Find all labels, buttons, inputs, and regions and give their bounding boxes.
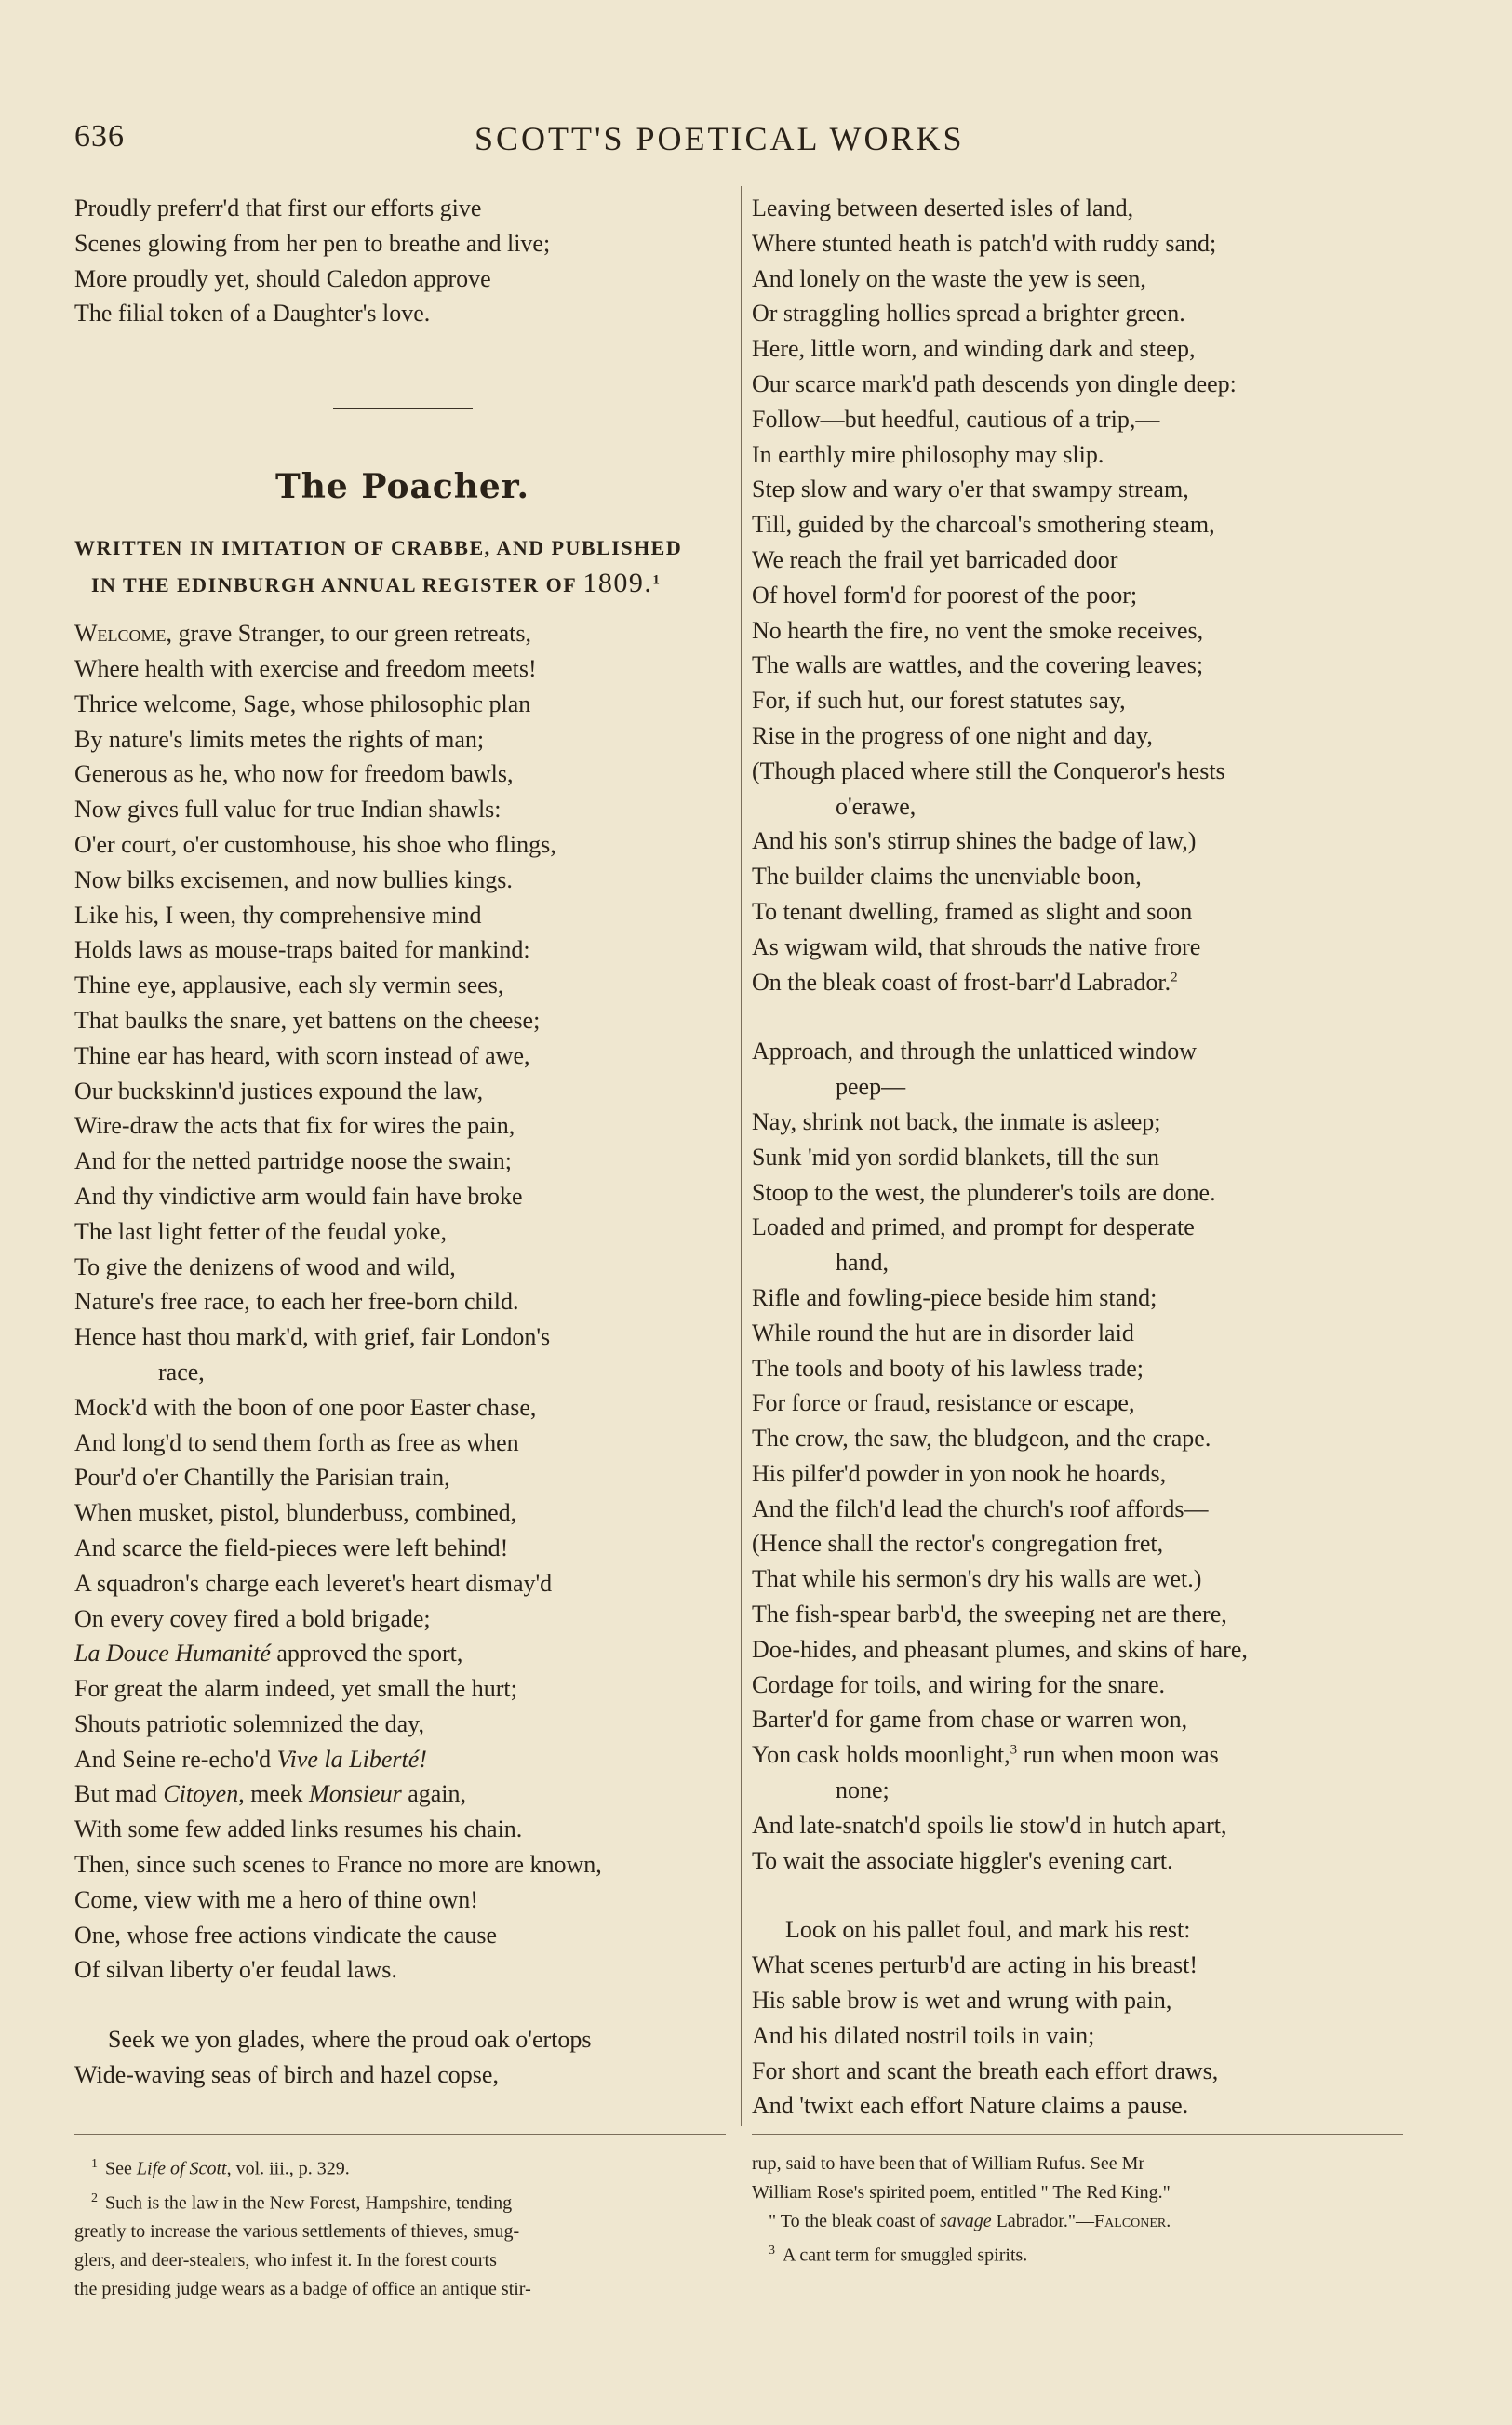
verse-line: As wigwam wild, that shrouds the native frore [752, 932, 1201, 960]
verse-line: When musket, pistol, blunderbuss, combined, [74, 1499, 517, 1527]
verse-text: Yon cask holds moonlight, [752, 1741, 1010, 1769]
verse-line: Scenes glowing from her pen to breathe and live; [74, 229, 551, 257]
stanza-approach [752, 1034, 1414, 1878]
verse-line-continuation: o'erawe, [836, 792, 917, 820]
verse-line: For, if such hut, our forest statutes say, [752, 687, 1126, 715]
verse-line: (Though placed where still the Conqueror's hests [752, 757, 1225, 784]
verse-text: again, [401, 1780, 467, 1808]
verse-line: Generous as he, who now for freedom bawls, [74, 760, 514, 788]
verse-line: For great the alarm indeed, yet small the hurt; [74, 1675, 517, 1703]
verse-line: Doe-hides, and pheasant plumes, and skins of hare, [752, 1635, 1248, 1663]
footnote-line: William Rose's spirited poem, entitled " The Red King." [752, 2182, 1171, 2203]
verse-line: His sable brow is wet and wrung with pain, [752, 1987, 1172, 2015]
verse-line: The fish-spear barb'd, the sweeping net are there, [752, 1601, 1227, 1628]
page-header [74, 119, 1442, 166]
footnote-rule [74, 2134, 726, 2135]
verse-line-continuation: race, [158, 1358, 205, 1386]
footnote-mark: 3 [769, 2244, 775, 2258]
verse-line: Look on his pallet foul, and mark his rest: [785, 1916, 1191, 1944]
subtitle-text: IN THE EDINBURGH ANNUAL REGISTER OF [91, 573, 577, 597]
verse-line: Thrice welcome, Sage, whose philosophic plan [74, 690, 531, 717]
verse-line: The builder claims the unenviable boon, [752, 863, 1142, 891]
verse-line: Rifle and fowling-piece beside him stand; [752, 1283, 1157, 1311]
poem-title: The Poacher. [274, 467, 530, 507]
subtitle-line-2 [74, 566, 730, 603]
footnote-ref: 1 [652, 572, 662, 588]
verse-text: But mad [74, 1780, 164, 1808]
footnote-line: greatly to increase the various settlements of thieves, smug- [74, 2221, 520, 2243]
footnote-line: rup, said to have been that of William Rufus. See Mr [752, 2153, 1145, 2174]
italic-phrase: La Douce Humanité [74, 1640, 271, 1668]
verse-line: That while his sermon's dry his walls are wet.) [752, 1565, 1202, 1593]
verse-line: To wait the associate higgler's evening cart. [752, 1846, 1173, 1874]
footnote-text: Labrador."— [991, 2211, 1095, 2231]
verse-line: The filial token of a Daughter's love. [74, 300, 431, 328]
intro-stanza [74, 191, 730, 331]
verse-line [74, 616, 730, 651]
verse-line: Or straggling hollies spread a brighter green. [752, 300, 1185, 328]
verse-line: (Hence shall the rector's congregation fret, [752, 1530, 1164, 1558]
verse-line: And for the netted partridge noose the swain; [74, 1147, 513, 1175]
verse-line: Of hovel form'd for poorest of the poor; [752, 581, 1138, 609]
verse-line: On every covey fired a bold brigade; [74, 1604, 431, 1632]
verse-line [74, 1776, 730, 1812]
verse-line: Our scarce mark'd path descends yon dingle deep: [752, 369, 1237, 397]
verse-line: Mock'd with the boon of one poor Easter chase, [74, 1393, 537, 1421]
verse-line: Come, view with me a hero of thine own! [74, 1885, 478, 1913]
verse-line: That baulks the snare, yet battens on the cheese; [74, 1006, 541, 1034]
verse-text: grave Stranger, to our green retreats, [172, 620, 531, 648]
verse-line: The last light fetter of the feudal yoke, [74, 1217, 447, 1245]
verse-line: Thine ear has heard, with scorn instead of awe, [74, 1041, 530, 1069]
verse-line: The crow, the saw, the bludgeon, and the crape. [752, 1425, 1211, 1453]
verse-text: , meek [238, 1780, 310, 1808]
footnote-italic: savage [940, 2211, 992, 2231]
footnote-text: " To the bleak coast of [769, 2211, 941, 2231]
stanza-look [752, 1912, 1414, 2124]
verse-line: The tools and booty of his lawless trade; [752, 1354, 1144, 1382]
verse-line: With some few added links resumes his chain. [74, 1815, 523, 1843]
verse-line: Hence hast thou mark'd, with grief, fair London's [74, 1323, 551, 1351]
footnote-mark: 1 [91, 2157, 98, 2171]
verse-line-continuation: hand, [836, 1249, 890, 1277]
verse-line: The walls are wattles, and the covering leaves; [752, 651, 1204, 679]
footnote-line: the presiding judge wears as a badge of office an antique stir- [74, 2279, 531, 2300]
verse-line: And his son's stirrup shines the badge of law,) [752, 827, 1197, 855]
verse-line: Then, since such scenes to France no more are known, [74, 1851, 602, 1879]
subtitle-line: WRITTEN IN IMITATION OF CRABBE, AND PUBLISHED [74, 536, 683, 560]
verse-line: Nay, shrink not back, the inmate is asleep; [752, 1107, 1161, 1135]
verse-line: Wire-draw the acts that fix for wires the pain, [74, 1112, 515, 1140]
footnote-ref: 3 [1010, 1742, 1018, 1758]
footnote-text: A cant term for smuggled spirits. [783, 2244, 1028, 2266]
verse-line: Now bilks excisemen, and now bullies kings. [74, 865, 513, 893]
opening-word: Welcome, [74, 620, 173, 648]
verse-line: Thine eye, applausive, each sly vermin sees, [74, 971, 504, 999]
footnote-rule [752, 2134, 1403, 2135]
footnote-line: glers, and deer-stealers, who infest it. In the forest courts [74, 2250, 497, 2271]
footnote-mark: 2 [91, 2191, 98, 2205]
footnote-text: See [105, 2158, 137, 2179]
verse-line: Seek we yon glades, where the proud oak o'ertops [108, 2026, 592, 2054]
footnote-1 [74, 2150, 730, 2184]
poem-subtitle [74, 530, 730, 603]
verse-line: Like his, I ween, thy comprehensive mind [74, 901, 482, 929]
left-column [74, 191, 730, 2093]
footnote-text: , vol. iii., p. 329. [226, 2158, 350, 2179]
verse-line: Proudly preferr'd that first our efforts give [74, 194, 482, 221]
verse-line: His pilfer'd powder in yon nook he hoards, [752, 1459, 1167, 1487]
stanza-2 [74, 2022, 730, 2093]
page-number: 636 [74, 119, 125, 154]
verse-line: And scarce the field-pieces were left behind! [74, 1534, 509, 1561]
italic-phrase: Monsieur [309, 1780, 402, 1808]
footnote-3 [752, 2236, 1414, 2271]
verse-line: Where health with exercise and freedom meets! [74, 654, 537, 682]
footnote-text: Such is the law in the New Forest, Hampshire, tending [105, 2192, 513, 2214]
verse-line: Here, little worn, and winding dark and steep, [752, 335, 1196, 363]
verse-line: And lonely on the waste the yew is seen, [752, 264, 1146, 292]
verse-line: We reach the frail yet barricaded door [752, 545, 1118, 573]
verse-line-continuation: peep— [836, 1073, 906, 1101]
verse-line: Till, guided by the charcoal's smothering steam, [752, 511, 1215, 539]
verse-text: On the bleak coast of frost-barr'd Labrador. [752, 968, 1171, 996]
verse-line: Approach, and through the unlatticed window [752, 1038, 1197, 1065]
footnote-author: Falconer. [1094, 2211, 1171, 2231]
italic-phrase: Citoyen [163, 1780, 239, 1808]
footnote-italic: Life of Scott [136, 2158, 227, 2179]
verse-line: To give the denizens of wood and wild, [74, 1253, 456, 1280]
verse-line: Loaded and primed, and prompt for desperate [752, 1213, 1195, 1241]
verse-line: And long'd to send them forth as free as when [74, 1428, 519, 1456]
verse-line: Of silvan liberty o'er feudal laws. [74, 1956, 397, 1984]
footnotes-left [74, 2150, 730, 2304]
subtitle-year: 1809. [582, 568, 653, 599]
right-column [752, 191, 1414, 2124]
verse-line: Follow—but heedful, cautious of a trip,— [752, 405, 1160, 433]
verse-text: And Seine re-echo'd [74, 1745, 277, 1773]
footnote-quote [752, 2207, 1414, 2236]
verse-line: And late-snatch'd spoils lie stow'd in hutch apart, [752, 1811, 1227, 1839]
stanza-1 [74, 616, 730, 1988]
verse-line: To tenant dwelling, framed as slight and soon [752, 897, 1193, 925]
verse-line: By nature's limits metes the rights of man; [74, 725, 485, 753]
verse-line: And the filch'd lead the church's roof affords— [752, 1494, 1209, 1522]
verse-line: One, whose free actions vindicate the cause [74, 1921, 498, 1949]
verse-line [74, 1636, 730, 1671]
verse-line: And thy vindictive arm would fain have broke [74, 1182, 523, 1210]
verse-line: Sunk 'mid yon sordid blankets, till the sun [752, 1143, 1160, 1171]
footnotes-right [752, 2150, 1414, 2271]
verse-line-continuation: none; [836, 1776, 890, 1804]
stanza-continued [752, 191, 1414, 999]
verse-line: A squadron's charge each leveret's heart dismay'd [74, 1569, 553, 1597]
verse-line: Shouts patriotic solemnized the day, [74, 1709, 424, 1737]
verse-line: In earthly mire philosophy may slip. [752, 440, 1104, 468]
footnote-2-first [74, 2184, 730, 2218]
verse-line: Barter'd for game from chase or warren won, [752, 1706, 1188, 1734]
verse-line: Stoop to the west, the plunderer's toils are done. [752, 1178, 1216, 1206]
column-divider [741, 186, 742, 2126]
verse-line: While round the hut are in disorder laid [752, 1319, 1134, 1346]
verse-line: Wide-waving seas of birch and hazel copse, [74, 2061, 499, 2089]
italic-phrase: Vive la Liberté! [276, 1745, 427, 1773]
running-title: SCOTT'S POETICAL WORKS [475, 120, 965, 157]
verse-line: Holds laws as mouse-traps baited for mankind: [74, 936, 530, 964]
verse-line: O'er court, o'er customhouse, his shoe who flings, [74, 830, 556, 858]
verse-line [752, 1737, 1414, 1773]
verse-text: run when moon was [1017, 1741, 1219, 1769]
verse-line: And 'twixt each effort Nature claims a pause. [752, 2092, 1189, 2120]
verse-line: Where stunted heath is patch'd with ruddy sand; [752, 229, 1217, 257]
verse-line: Cordage for toils, and wiring for the snare. [752, 1670, 1166, 1698]
verse-line [74, 1742, 730, 1777]
verse-line: Rise in the progress of one night and day, [752, 721, 1153, 749]
verse-line: No hearth the fire, no vent the smoke receives, [752, 616, 1204, 644]
verse-line: For force or fraud, resistance or escape, [752, 1389, 1135, 1417]
verse-line: And his dilated nostril toils in vain; [752, 2021, 1095, 2049]
verse-line: Now gives full value for true Indian shawls: [74, 796, 502, 824]
verse-line: Leaving between deserted isles of land, [752, 194, 1134, 221]
verse-line [752, 965, 1414, 1000]
verse-line: For short and scant the breath each effort draws, [752, 2057, 1219, 2084]
verse-line: What scenes perturb'd are acting in his breast! [752, 1951, 1198, 1979]
verse-line: Our buckskinn'd justices expound the law, [74, 1077, 484, 1105]
verse-line: Nature's free race, to each her free-born child. [74, 1288, 519, 1316]
verse-line: More proudly yet, should Caledon approve [74, 264, 491, 292]
verse-line: Step slow and wary o'er that swampy stream, [752, 476, 1189, 503]
verse-line: Pour'd o'er Chantilly the Parisian train, [74, 1464, 450, 1492]
footnote-ref: 2 [1171, 969, 1178, 985]
verse-text: approved the sport, [270, 1640, 463, 1668]
